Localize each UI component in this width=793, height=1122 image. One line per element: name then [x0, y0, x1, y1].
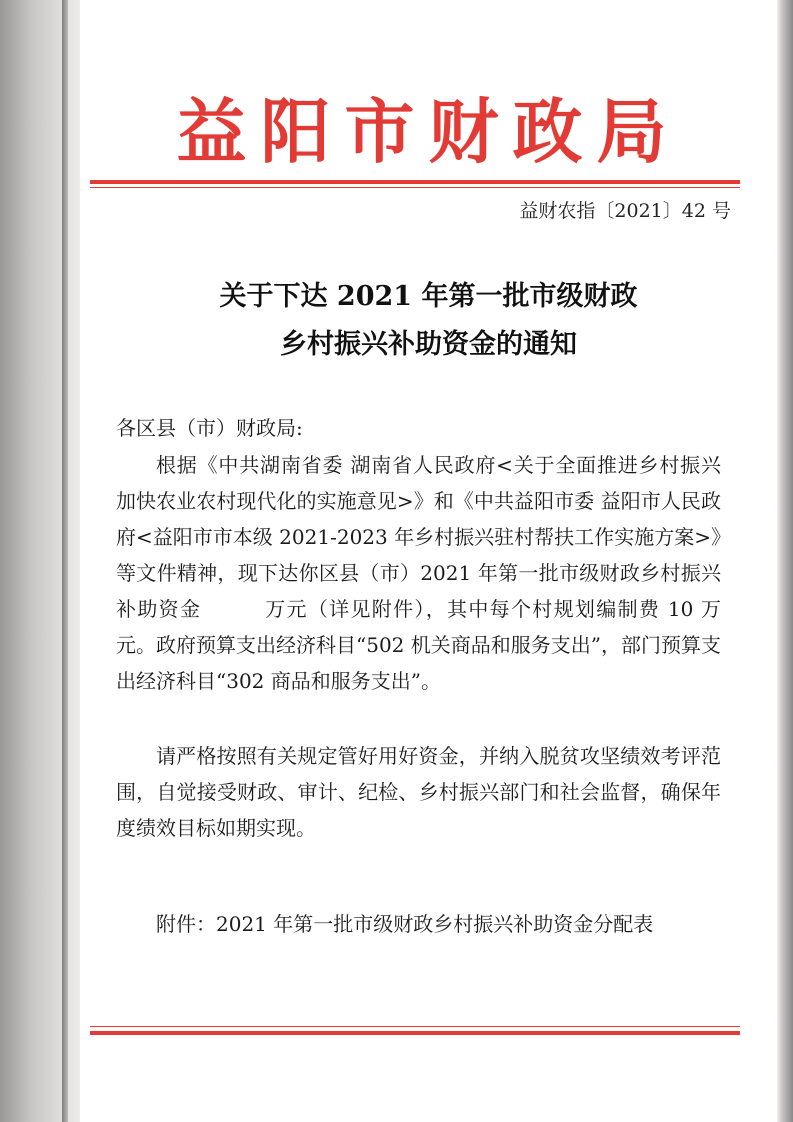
org-header-title: 益阳市财政局 [176, 90, 681, 173]
notice-title-line2: 乡村振兴补助资金的通知 [280, 329, 577, 360]
header-red-rule [90, 180, 740, 184]
notice-title-line1: 关于下达 2021 年第一批市级财政 [219, 281, 638, 312]
binding-fold [62, 0, 68, 1122]
document-number: 益财农指〔2021〕42 号 [519, 200, 731, 222]
addressee: 各区县（市）财政局: [116, 416, 303, 440]
footer-red-rule-thin [90, 1026, 740, 1027]
body-paragraph-2: 请严格按照有关规定管好用好资金，并纳入脱贫攻坚绩效考评范围，自觉接受财政、审计、纪检、乡村振兴部门和社会监督，确保年度绩效目标如期实现。 [116, 744, 721, 840]
page-edge-right [777, 0, 793, 1122]
binding-shadow-left [0, 0, 80, 1122]
footer-red-rule [90, 1031, 740, 1035]
body-paragraph-1: 根据《中共湖南省委 湖南省人民政府<关于全面推进乡村振兴 加快农业农村现代化的实施意见>》和《中共益阳市委 益阳市人民政府<益阳市市本级 2021-2023 年乡村振兴驻村帮扶工作实施方案>》等文件精神，现下达你区县（市）2021 年第一批市级财政乡村振兴补助资金 万元（详见附件），其中每个村规划编制费 10 万元。政府预算支出经济科目“502 机关商品和服务支出”，部门预算支出经济科目“302 商品和服务支出”。 [116, 453, 721, 693]
notice-title [80, 273, 777, 369]
header-red-rule-thin [90, 187, 740, 188]
document-sheet [80, 0, 777, 1122]
attachment-line: 附件：2021 年第一批市级财政乡村振兴补助资金分配表 [156, 912, 654, 936]
